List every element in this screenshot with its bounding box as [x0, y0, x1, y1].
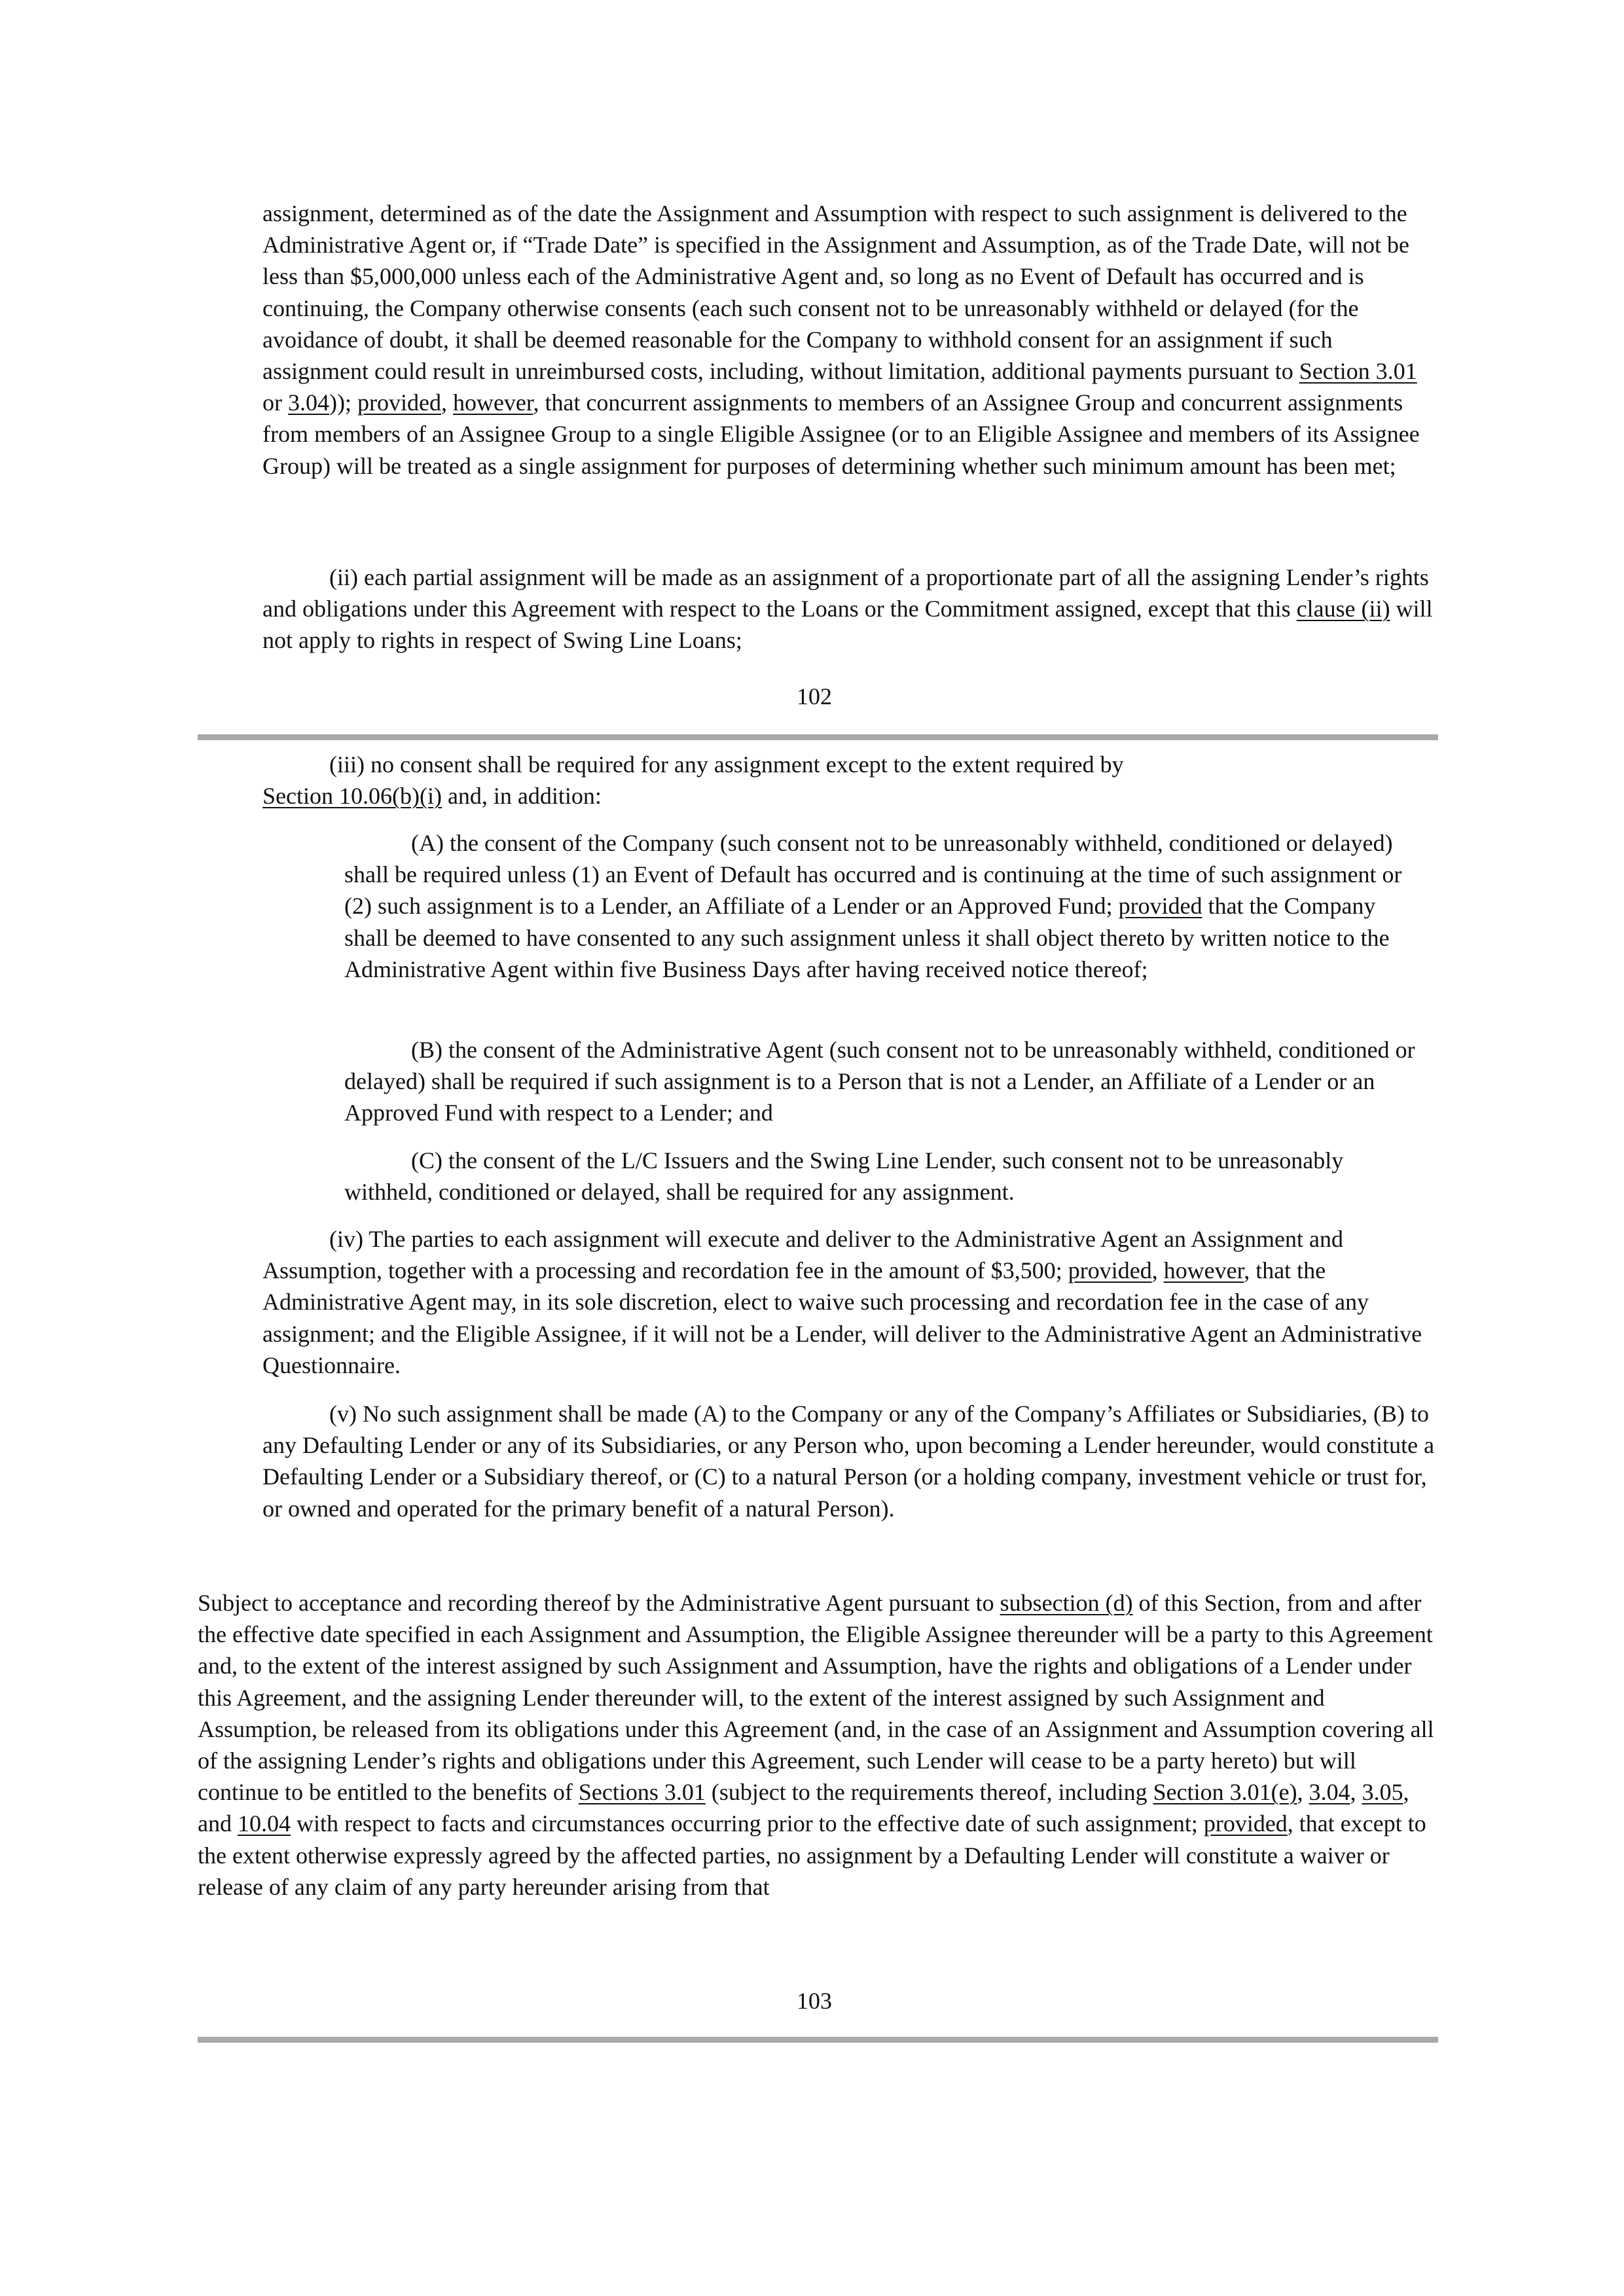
provided-term: provided	[357, 389, 441, 416]
provided-term: provided	[1068, 1257, 1152, 1284]
paragraph-minimum-amount: assignment, determined as of the date the Assignment and Assumption with respect to such assignment is delivered to the Administrative Agent or, if “Trade Date” is specified in the Assignment and Assumption, as of the Trade Date, will not be less than $5,000,000 unless each of the Administrative Agent and, so long as no Event of Default has occurred and is continuing, the Company otherwise consents (each such consent not to be unreasonably withheld or delayed (for the avoidance of doubt, it shall be deemed reasonable for the Company to withhold consent for an assignment if such assignment could result in unreimbursed costs, including, without limitation, additional payments pursuant to Section 3.01 or 3.04)); provided, however, that concurrent assignments to members of an Assignee Group and concurrent assignments from members of an Assignee Group to a single Eligible Assignee (or to an Eligible Assignee and members of its Assignee Group) will be treated as a single assignment for purposes of determining whether such minimum amount has been met;	[262, 200, 1420, 479]
link-section-10-04[interactable]: 10.04	[237, 1810, 291, 1837]
page-divider	[198, 2037, 1438, 2043]
page-number-103: 103	[797, 1988, 832, 2014]
paragraph-clause-v: (v) No such assignment shall be made (A) to the Company or any of the Company’s Affiliates or Subsidiaries, (B) to any Defaulting Lender or any of its Subsidiaries, or any Person who, upon becoming a Lender hereunder, would constitute a Defaulting Lender or a Subsidiary thereof, or (C) to a natural Person (or a holding company, investment vehicle or trust for, or owned and operated for the primary benefit of a natural Person).	[262, 1401, 1435, 1522]
link-section-3-01[interactable]: Section 3.01	[1299, 358, 1417, 385]
link-sections-3-01[interactable]: Sections 3.01	[578, 1779, 706, 1806]
paragraph-clause-iv: (iv) The parties to each assignment will execute and deliver to the Administrative Agent an Assignment and Assumption, together with a processing and recordation fee in the amount of $3,500; provided, however, that the Administrative Agent may, in its sole discretion, elect to waive such processing and recordation fee in the case of any assignment; and the Eligible Assignee, if it will not be a Lender, will deliver to the Administrative Agent an Administrative Questionnaire.	[262, 1226, 1422, 1378]
page-divider	[198, 734, 1438, 740]
paragraph-clause-C: (C) the consent of the L/C Issuers and the Swing Line Lender, such consent not to be unreasonably withheld, conditioned or delayed, shall be required for any assignment.	[344, 1147, 1344, 1206]
paragraph-clause-B: (B) the consent of the Administrative Agent (such consent not to be unreasonably withheld, conditioned or delayed) shall be required if such assignment is to a Person that is not a Lender, an Affiliate of a Lender or an Approved Fund with respect to a Lender; and	[344, 1037, 1415, 1126]
paragraph-clause-iii: (iii) no consent shall be required for any assignment except to the extent required by Section 10.06(b)(i) and, in addition:	[262, 751, 1124, 810]
however-term: however	[1163, 1257, 1244, 1284]
paragraph-clause-A: (A) the consent of the Company (such consent not to be unreasonably withheld, conditioned or delayed) shall be required unless (1) an Event of Default has occurred and is continuing at the time of such assignment or (2) such assignment is to a Lender, an Affiliate of a Lender or an Approved Fund; provided that the Company shall be deemed to have consented to any such assignment unless it shall object thereto by written notice to the Administrative Agent within five Business Days after having received notice thereof;	[344, 830, 1402, 982]
provided-term: provided	[1203, 1810, 1288, 1837]
link-section-3-05[interactable]: 3.05	[1362, 1779, 1403, 1806]
link-section-10-06-b-i[interactable]: Section 10.06(b)(i)	[262, 783, 442, 810]
however-term: however	[452, 389, 533, 416]
page-number-102: 102	[797, 683, 832, 709]
link-clause-ii[interactable]: clause (ii)	[1296, 596, 1390, 622]
paragraph-subject-to-acceptance: Subject to acceptance and recording thereof by the Administrative Agent pursuant to subsection (d) of this Section, from and after the effective date specified in each Assignment and Assumption, the Eligible Assignee thereunder will be a party to this Agreement and, to the extent of the interest assigned by such Assignment and Assumption, have the rights and obligations of a Lender under this Agreement, and the assigning Lender thereunder will, to the extent of the interest assigned by such Assignment and Assumption, be released from its obligations under this Agreement (and, in the case of an Assignment and Assumption covering all of the assigning Lender’s rights and obligations under this Agreement, such Lender will cease to be a party hereto) but will continue to be entitled to the benefits of Sections 3.01 (subject to the requirements thereof, including Section 3.01(e), 3.04, 3.05, and 10.04 with respect to facts and circumstances occurring prior to the effective date of such assignment; provided, that except to the extent otherwise expressly agreed by the affected parties, no assignment by a Defaulting Lender will constitute a waiver or release of any claim of any party hereunder arising from that	[198, 1590, 1434, 1900]
link-section-3-01-e[interactable]: Section 3.01(e)	[1153, 1779, 1297, 1806]
paragraph-clause-ii: (ii) each partial assignment will be made as an assignment of a proportionate part of all the assigning Lender’s rights and obligations under this Agreement with respect to the Loans or the Commitment assigned, except that this clause (ii) will not apply to rights in respect of Swing Line Loans;	[262, 564, 1433, 654]
link-section-3-04[interactable]: 3.04	[288, 389, 329, 416]
provided-term: provided	[1118, 893, 1202, 920]
link-subsection-d[interactable]: subsection (d)	[1000, 1590, 1133, 1616]
link-section-3-04[interactable]: 3.04	[1308, 1779, 1350, 1806]
